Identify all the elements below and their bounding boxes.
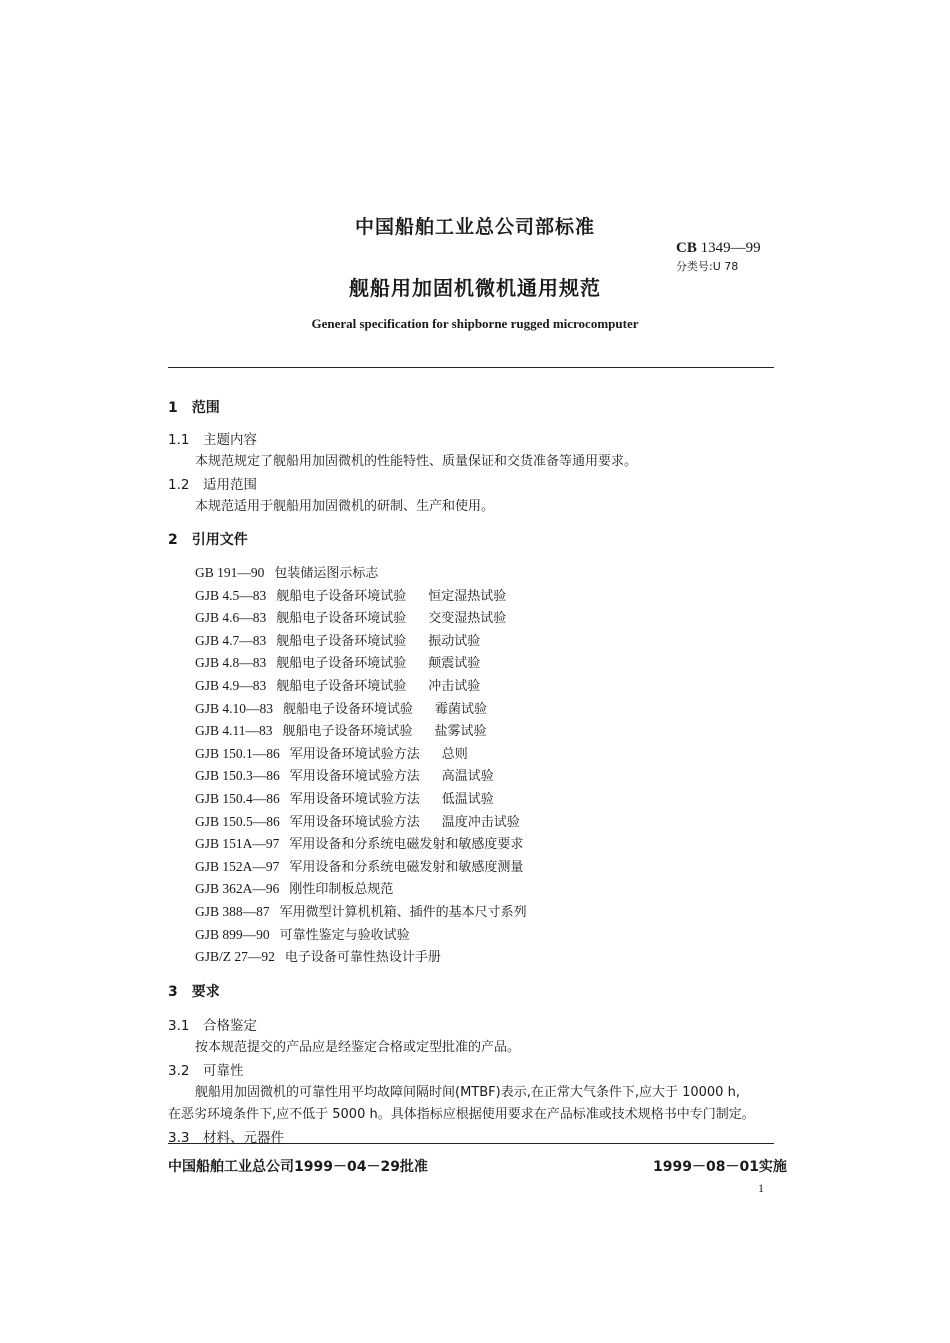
document-title-cn: 舰船用加固机微机通用规范 [349, 276, 601, 300]
reference-title: 军用微型计算机机箱、插件的基本尺寸系列 [279, 904, 527, 920]
reference-title: 舰船电子设备环境试验 [276, 633, 407, 649]
reference-title: 包装储运图示标志 [274, 566, 379, 581]
reference-code: GJB 4.11—83 [195, 723, 273, 739]
reference-code: GJB 152A—97 [195, 858, 280, 874]
reference-title: 军用设备环境试验方法 [289, 791, 420, 807]
reference-item [195, 585, 527, 608]
reference-code: GJB 4.9—83 [195, 677, 267, 693]
section-3-2-text-line2: 在恶劣环境条件下,应不低于 5000 h。具体指标应根据使用要求在产品标准或技术规格书中专门制定。 [168, 1107, 755, 1122]
standard-code [676, 240, 761, 257]
reference-title: 舰船电子设备环境试验 [276, 656, 407, 672]
reference-code: GJB/Z 27—92 [195, 949, 275, 965]
reference-item [195, 652, 527, 675]
reference-item [195, 788, 527, 811]
section-1-heading: 1 范围 [168, 400, 220, 416]
reference-code: GJB 4.7—83 [195, 632, 267, 648]
reference-title: 舰船电子设备环境试验 [276, 678, 407, 694]
reference-title: 刚性印制板总规范 [289, 882, 394, 898]
reference-item [195, 765, 527, 788]
reference-item [195, 743, 527, 766]
reference-item [195, 901, 527, 924]
reference-test: 颠震试验 [428, 656, 481, 672]
reference-title: 军用设备和分系统电磁发射和敏感度测量 [289, 859, 524, 875]
reference-test: 交变湿热试验 [428, 611, 507, 627]
section-3-3-heading: 3.3 材料、元器件 [168, 1130, 284, 1146]
section-2-heading: 2 引用文件 [168, 532, 248, 548]
reference-code: GJB 150.3—86 [195, 768, 280, 784]
section-3-heading: 3 要求 [168, 984, 220, 1000]
reference-title: 舰船电子设备环境试验 [282, 724, 413, 740]
reference-item [195, 946, 527, 969]
reference-title: 可靠性鉴定与验收试验 [279, 927, 410, 943]
section-1-2-heading: 1.2 适用范围 [168, 477, 257, 493]
section-3-2-text-line1: 舰船用加固微机的可靠性用平均故障间隔时间(MTBF)表示,在正常大气条件下,应大于 10000 h, [195, 1085, 740, 1100]
reference-item [195, 811, 527, 834]
reference-item [195, 924, 527, 947]
reference-code: GJB 4.10—83 [195, 700, 274, 716]
page-number: 1 [758, 1181, 764, 1195]
standard-code-number: 1349—99 [700, 240, 761, 256]
document-title-en: General specification for shipborne rugged microcomputer [311, 316, 639, 331]
section-1-2-text: 本规范适用于舰船用加固微机的研制、生产和使用。 [195, 499, 495, 514]
reference-item [195, 833, 527, 856]
reference-code: GJB 150.1—86 [195, 745, 280, 761]
header-divider [168, 367, 774, 368]
reference-test: 振动试验 [428, 633, 481, 649]
reference-code: GJB 4.5—83 [195, 587, 267, 603]
reference-item [195, 720, 527, 743]
reference-code: GJB 899—90 [195, 926, 270, 942]
reference-title: 军用设备环境试验方法 [289, 814, 420, 830]
section-3-2-heading: 3.2 可靠性 [168, 1063, 244, 1079]
reference-code: GB 191—90 [195, 565, 265, 580]
section-1-1-text: 本规范规定了舰船用加固微机的性能特性、质量保证和交货准备等通用要求。 [195, 454, 638, 469]
reference-item [195, 856, 527, 879]
reference-code: GJB 362A—96 [195, 881, 280, 897]
reference-list [195, 562, 527, 969]
section-3-1-heading: 3.1 合格鉴定 [168, 1018, 257, 1034]
reference-code: GJB 150.5—86 [195, 813, 280, 829]
issuing-organization: 中国船舶工业总公司部标准 [354, 216, 595, 238]
reference-code: GJB 388—87 [195, 903, 270, 919]
classification-number: 分类号:U 78 [676, 260, 739, 273]
reference-test: 恒定湿热试验 [428, 588, 507, 604]
reference-title: 舰船电子设备环境试验 [276, 611, 407, 627]
reference-test: 总则 [441, 746, 468, 762]
section-3-1-text: 按本规范提交的产品应是经鉴定合格或定型批准的产品。 [195, 1040, 521, 1055]
reference-test: 高温试验 [441, 769, 494, 785]
reference-test: 低温试验 [441, 791, 494, 807]
footer-divider [168, 1143, 774, 1144]
reference-title: 军用设备环境试验方法 [289, 769, 420, 785]
reference-item [195, 878, 527, 901]
reference-item [195, 630, 527, 653]
reference-title: 电子设备可靠性热设计手册 [284, 950, 441, 966]
reference-title: 军用设备环境试验方法 [289, 746, 420, 762]
reference-item [195, 675, 527, 698]
standard-code-prefix: CB [676, 240, 697, 256]
reference-title: 舰船电子设备环境试验 [283, 701, 414, 717]
reference-test: 温度冲击试验 [441, 814, 520, 830]
reference-code: GJB 151A—97 [195, 836, 280, 852]
approval-date: 中国船舶工业总公司1999－04－29批准 [168, 1159, 428, 1175]
implementation-date: 1999－08－01实施 [653, 1159, 787, 1175]
reference-item [195, 607, 527, 630]
reference-code: GJB 150.4—86 [195, 790, 280, 806]
reference-test: 霉菌试验 [435, 701, 488, 717]
reference-code: GJB 4.8—83 [195, 655, 267, 671]
reference-test: 盐雾试验 [434, 724, 487, 740]
reference-title: 军用设备和分系统电磁发射和敏感度要求 [289, 837, 524, 853]
reference-title: 舰船电子设备环境试验 [276, 588, 407, 604]
reference-code: GJB 4.6—83 [195, 610, 267, 626]
section-1-1-heading: 1.1 主题内容 [168, 432, 257, 448]
reference-item [195, 562, 527, 585]
reference-item [195, 698, 527, 721]
reference-test: 冲击试验 [428, 678, 481, 694]
